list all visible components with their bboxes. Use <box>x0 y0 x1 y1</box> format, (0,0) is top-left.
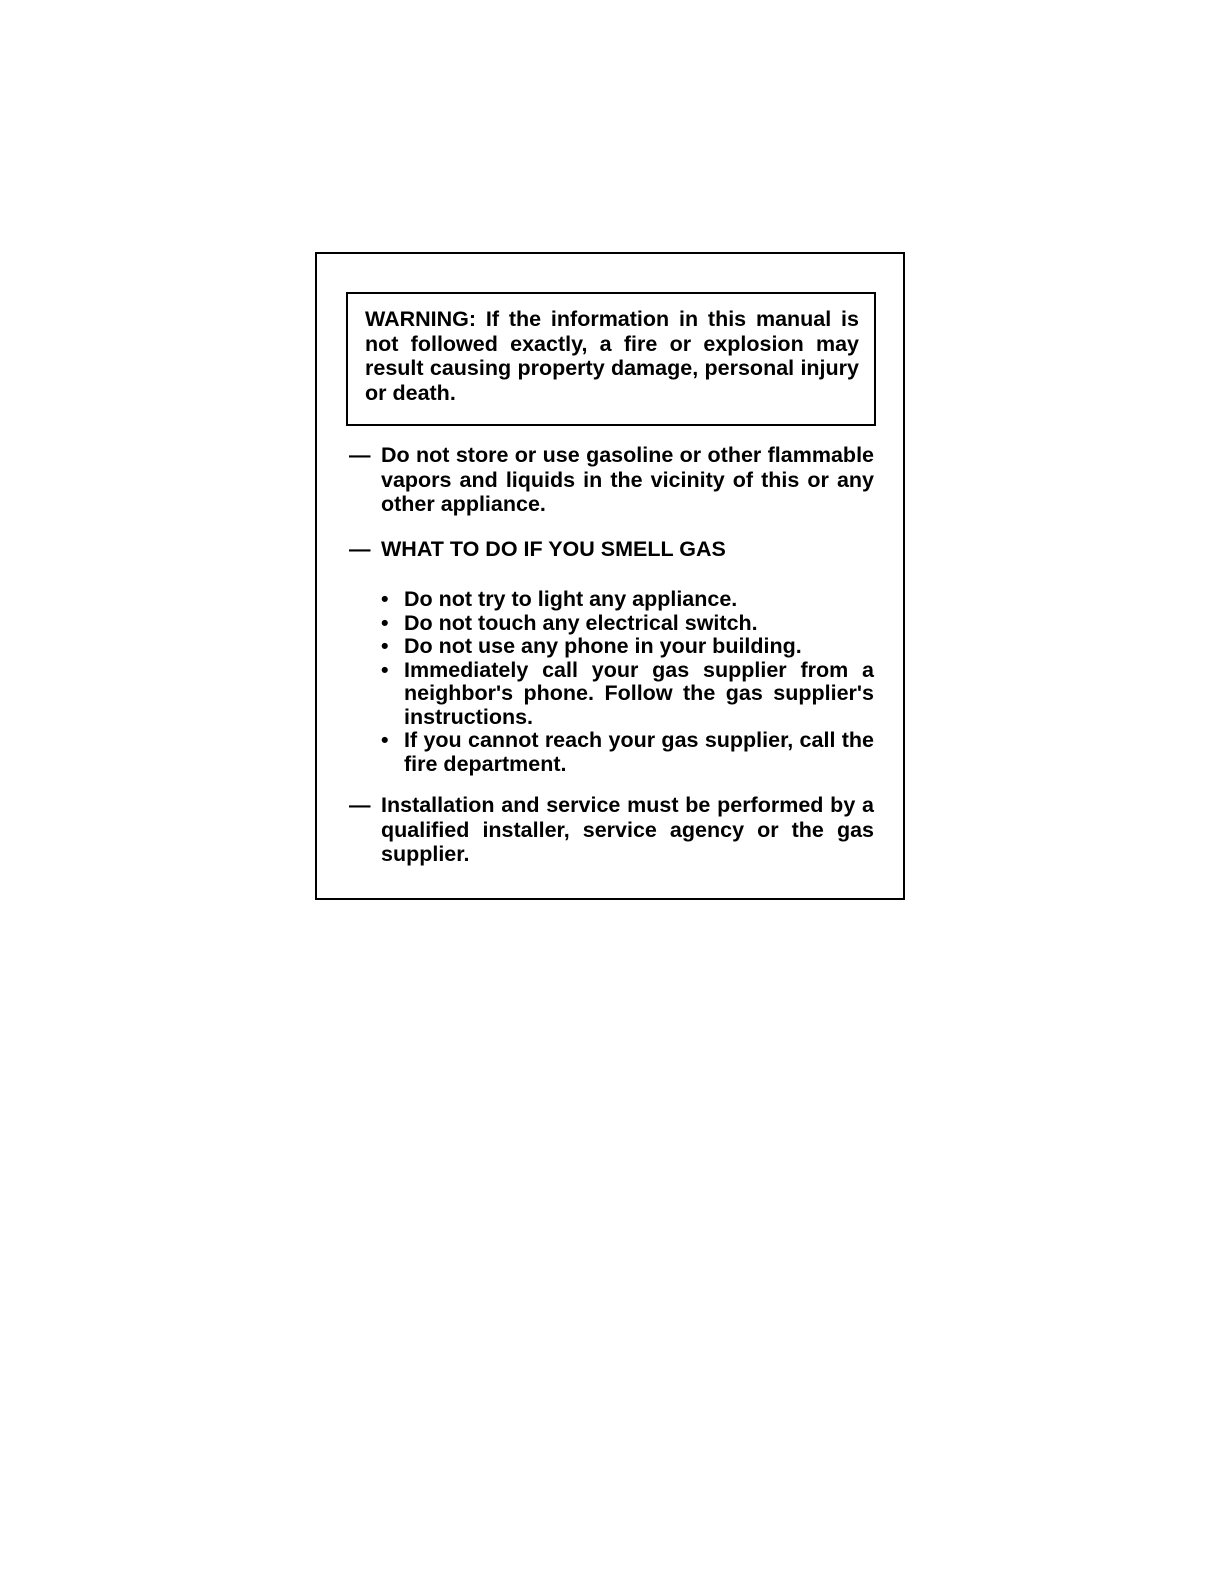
smell-gas-heading <box>349 537 874 562</box>
list-item-text: Do not use any phone in your building. <box>404 634 802 658</box>
dash-marker: — <box>349 793 371 817</box>
gas-steps-list <box>379 588 874 776</box>
list-item <box>379 612 874 636</box>
bullet-marker: • <box>381 587 389 611</box>
warning-text: WARNING: If the information in this manual is not followed exactly, a fire or explosion may result causing property damage, personal injury or death. <box>365 307 859 405</box>
list-item <box>379 588 874 612</box>
list-item <box>379 729 874 776</box>
list-item <box>379 635 874 659</box>
dash-marker: — <box>349 443 371 467</box>
list-item-text: If you cannot reach your gas supplier, call the fire department. <box>404 728 874 776</box>
list-item-text: Do not try to light any appliance. <box>404 587 738 611</box>
bullet-marker: • <box>381 634 389 658</box>
installation-notice <box>349 793 874 867</box>
warning-box <box>346 292 876 426</box>
bullet-marker: • <box>381 610 389 635</box>
list-item-text: Immediately call your gas supplier from a neighbor's phone. Follow the gas supplier's instructions. <box>404 657 874 729</box>
dash-marker: — <box>349 537 371 561</box>
flammable-notice <box>349 443 874 517</box>
bullet-marker: • <box>381 728 389 752</box>
installation-notice-text: Installation and service must be performed by a qualified installer, service agency or the gas supplier. <box>381 793 874 866</box>
bullet-marker: • <box>381 657 389 682</box>
flammable-notice-text: Do not store or use gasoline or other flammable vapors and liquids in the vicinity of this or any other appliance. <box>381 443 874 516</box>
list-item-text: Do not touch any electrical switch. <box>404 610 758 635</box>
smell-gas-heading-text: WHAT TO DO IF YOU SMELL GAS <box>381 537 726 561</box>
list-item <box>379 659 874 730</box>
